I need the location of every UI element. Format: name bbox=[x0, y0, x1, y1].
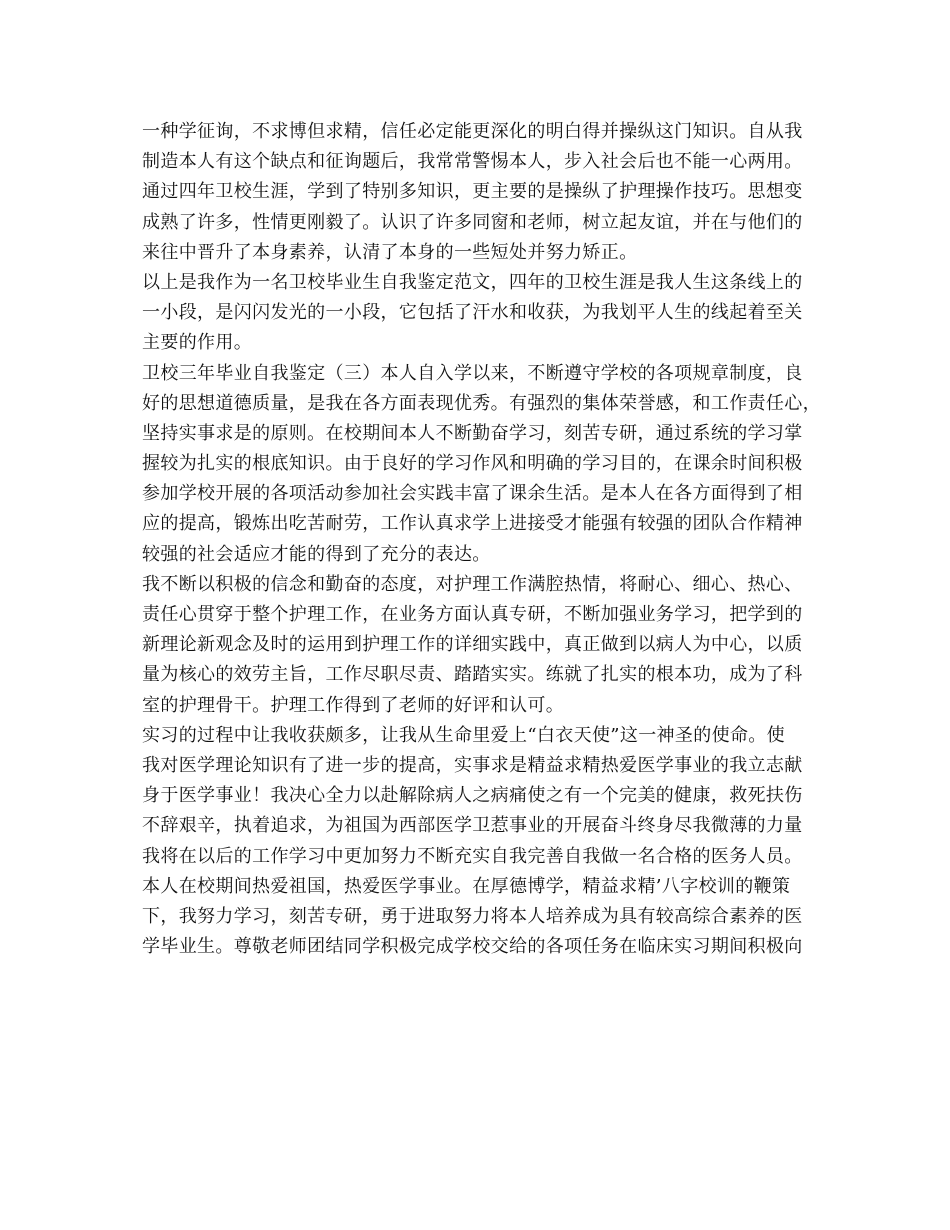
text-line: 量为核心的效劳主旨，工作尽职尽责、踏踏实实。练就了扎实的根本功，成为了科 bbox=[142, 664, 803, 686]
text-line: 我不断以积极的信念和勤奋的态度，对护理工作满腔热情，将耐心、细心、热心、 bbox=[142, 573, 803, 595]
text-line: 坚持实事求是的原则。在校期间本人不断勤奋学习，刻苦专研，通过系统的学习掌 bbox=[142, 422, 803, 444]
text-line: 主要的作用。 bbox=[142, 332, 253, 354]
text-line: 通过四年卫校生涯，学到了特别多知识，更主要的是操纵了护理操作技巧。思想变 bbox=[142, 181, 803, 203]
text-line: 来往中晋升了本身素养，认清了本身的一些短处并努力矫正。 bbox=[142, 241, 638, 263]
text-line: 一小段，是闪闪发光的一小段，它包括了汗水和收获，为我划平人生的线起着至关 bbox=[142, 302, 803, 324]
text-line: 实习的过程中让我收获颇多，让我从生命里爱上“白衣天使”这一神圣的使命。使 bbox=[142, 724, 786, 746]
text-line: 不辞艰辛，执着追求，为祖国为西部医学卫惹事业的开展奋斗终身尽我微薄的力量 bbox=[142, 815, 803, 837]
text-line: 新理论新观念及时的运用到护理工作的详细实践中，真正做到以病人为中心，以质 bbox=[142, 634, 803, 656]
text-line: 本人在校期间热爱祖国，热爱医学事业。在厚德博学，精益求精’八字校训的鞭策 bbox=[142, 875, 791, 897]
text-line: 下，我努力学习，刻苦专研，勇于进取努力将本人培养成为具有较高综合素养的医 bbox=[142, 905, 803, 927]
text-line: 以上是我作为一名卫校毕业生自我鉴定范文，四年的卫校生涯是我人生这条线上的 bbox=[142, 271, 803, 293]
text-line: 成熟了许多，性情更刚毅了。认识了许多同窗和老师，树立起友谊，并在与他们的 bbox=[142, 211, 803, 233]
text-line: 应的提高，锻炼出吃苦耐劳，工作认真求学上进接受才能强有较强的团队合作精神 bbox=[142, 513, 803, 535]
text-line: 较强的社会适应才能的得到了充分的表达。 bbox=[142, 543, 491, 565]
text-line: 室的护理骨干。护理工作得到了老师的好评和认可。 bbox=[142, 694, 565, 716]
text-line: 参加学校开展的各项活动参加社会实践丰富了课余生活。是本人在各方面得到了相 bbox=[142, 483, 803, 505]
text-line: 一种学征询，不求博但求精，信任必定能更深化的明白得并操纵这门知识。自从我 bbox=[142, 121, 803, 142]
text-line: 好的思想道德质量，是我在各方面表现优秀。有强烈的集体荣誉感，和工作责任心， bbox=[142, 392, 821, 414]
text-line: 我对医学理论知识有了进一步的提高，实事求是精益求精热爱医学事业的我立志献 bbox=[142, 754, 803, 776]
text-line: 身于医学事业！我决心全力以赴解除病人之病痛使之有一个完美的健康，救死扶伤 bbox=[142, 785, 803, 807]
text-line: 卫校三年毕业自我鉴定（三）本人自入学以来，不断遵守学校的各项规章制度，良 bbox=[142, 362, 803, 384]
text-line: 责任心贯穿于整个护理工作，在业务方面认真专研，不断加强业务学习，把学到的 bbox=[142, 604, 803, 625]
text-line: 握较为扎实的根底知识。由于良好的学习作风和明确的学习目的，在课余时间积极 bbox=[142, 453, 803, 475]
body-text bbox=[142, 117, 821, 962]
text-line: 学毕业生。尊敬老师团结同学积极完成学校交给的各项任务在临床实习期间积极向 bbox=[142, 936, 803, 958]
text-line: 我将在以后的工作学习中更加努力不断充实自我完善自我做一名合格的医务人员。 bbox=[142, 845, 803, 867]
text-line: 制造本人有这个缺点和征询题后，我常常警惕本人，步入社会后也不能一心两用。 bbox=[142, 151, 803, 173]
